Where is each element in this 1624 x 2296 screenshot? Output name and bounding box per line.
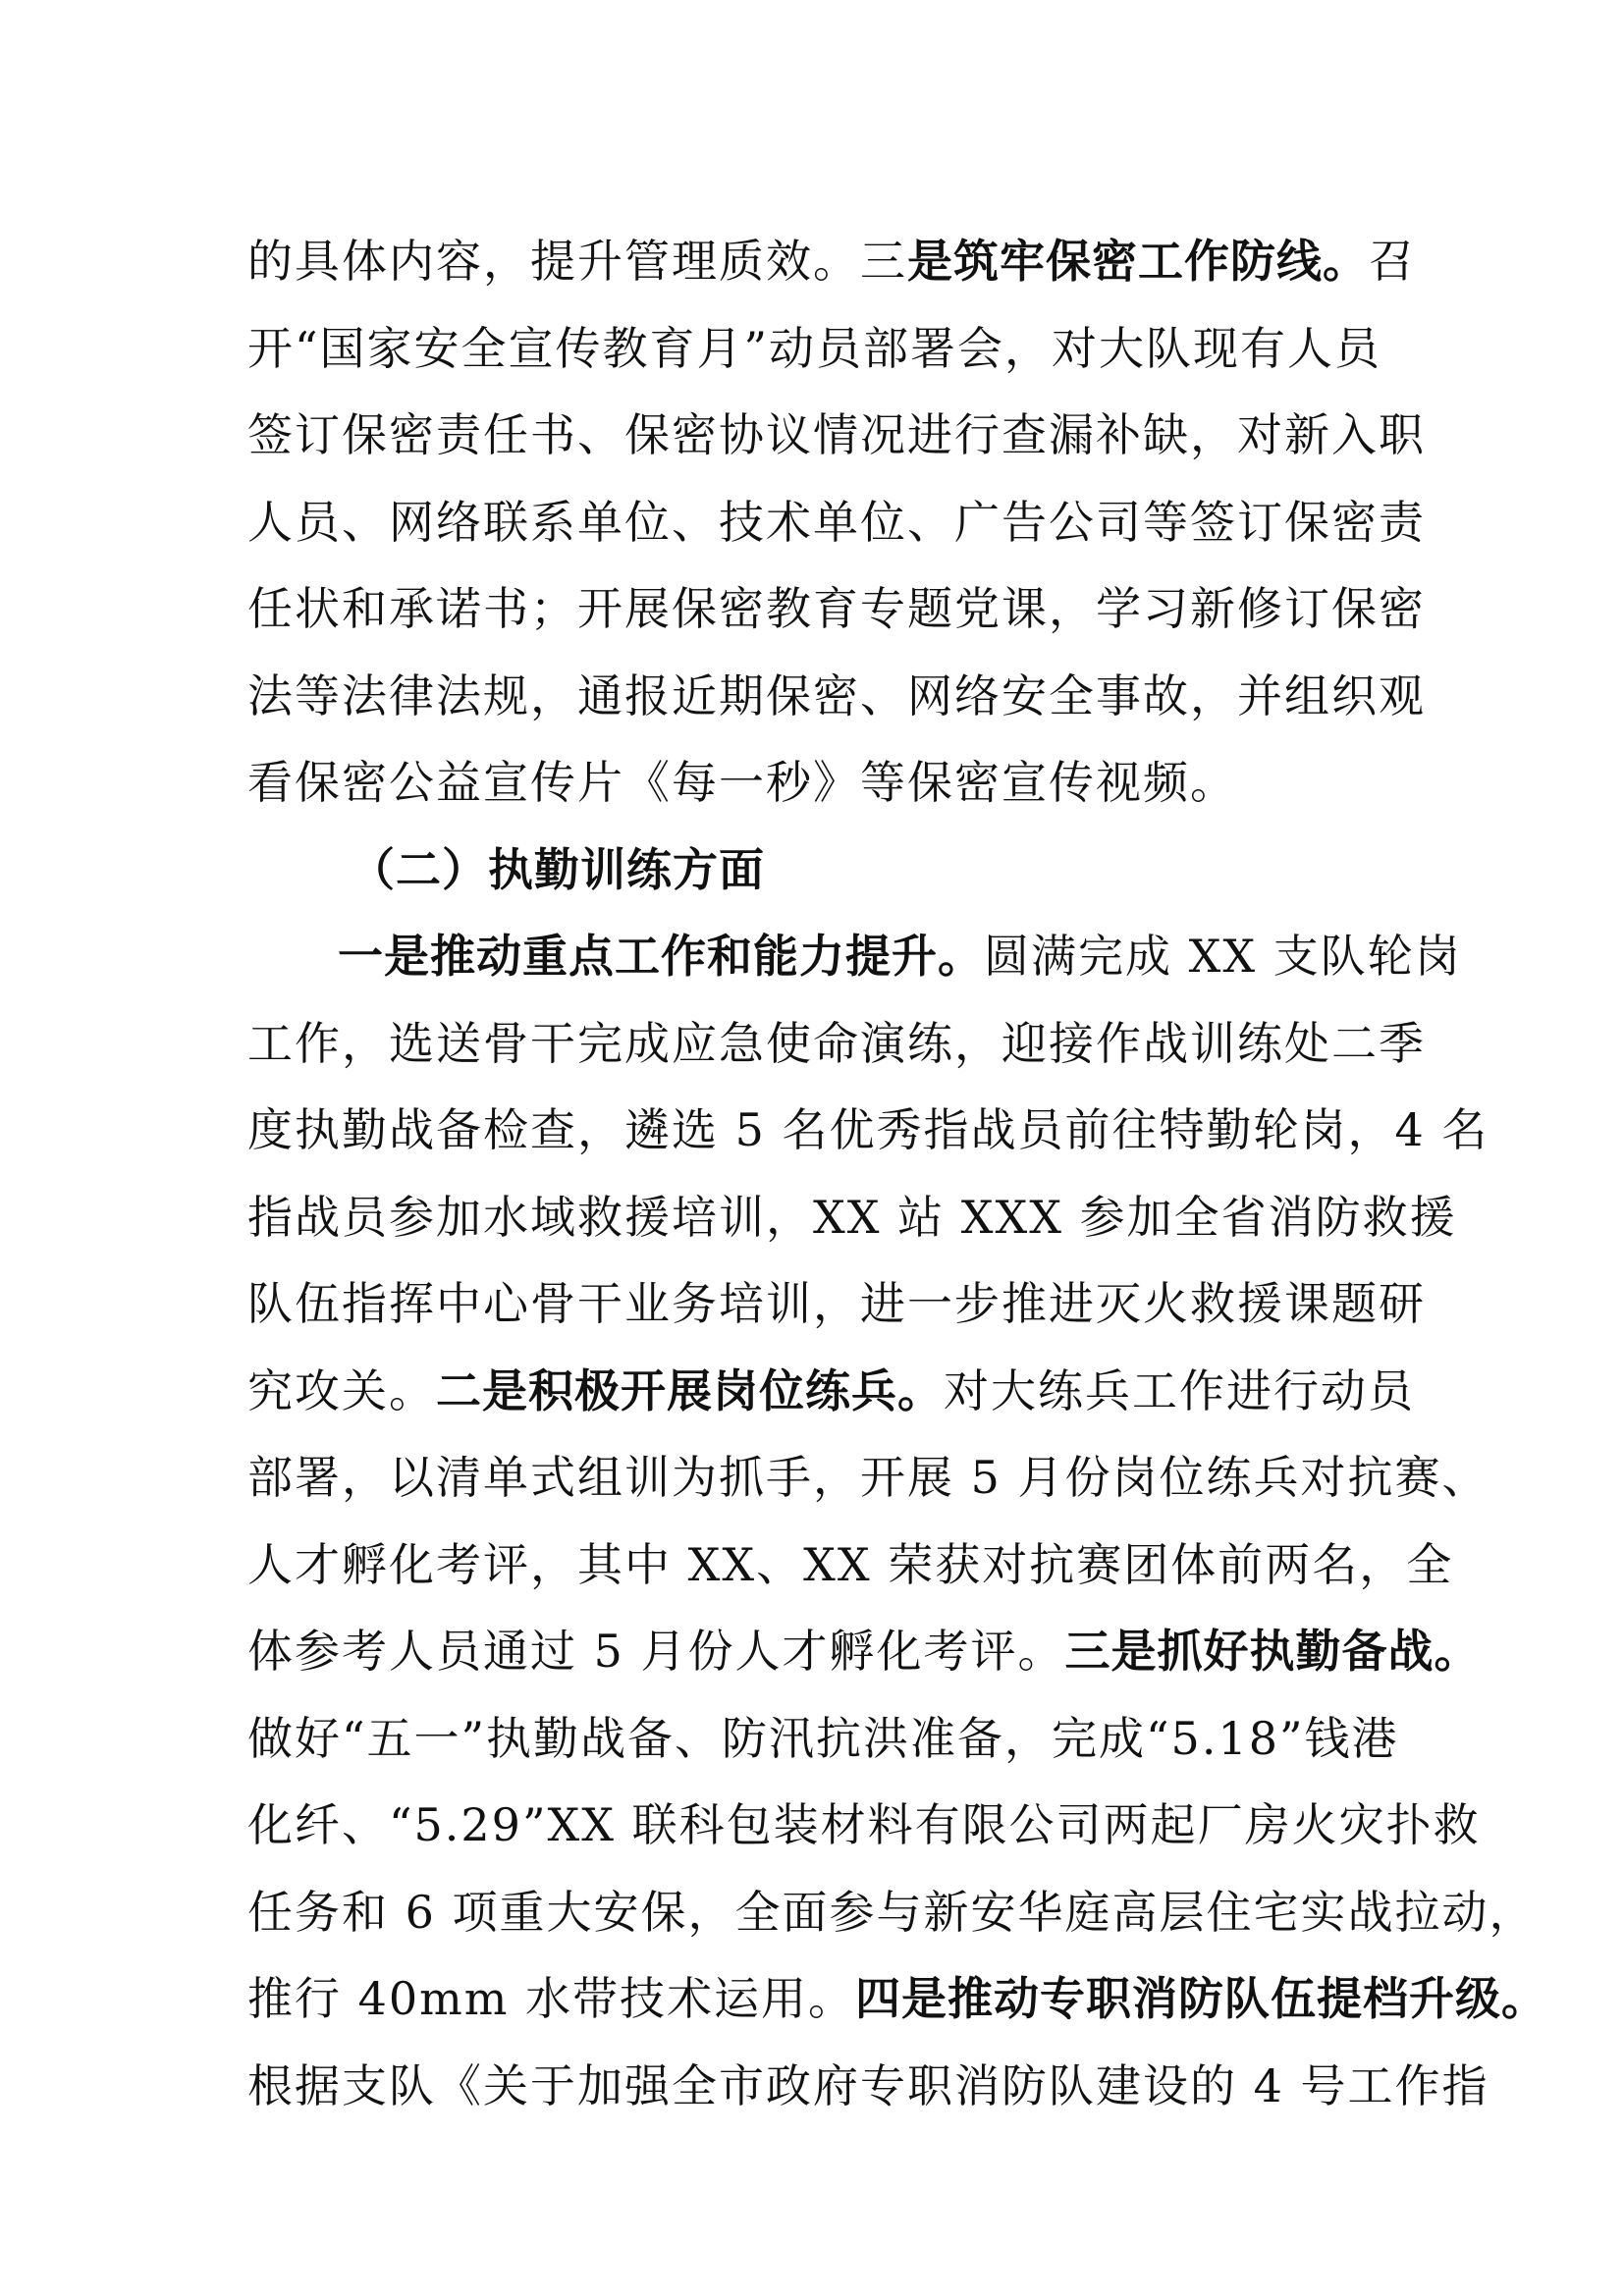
paragraph-line-18 <box>247 1704 1399 1773</box>
bold-run: 三是抓好执勤备战。 <box>1064 1625 1481 1678</box>
paragraph-line-12 <box>247 1183 1457 1252</box>
paragraph-line-3 <box>247 400 1426 469</box>
paragraph-line-20 <box>247 1878 1537 1947</box>
text-run: 人才孵化考评，其中 XX、XX 荣获对抗赛团体前两名，全 <box>247 1538 1454 1591</box>
text-run: 人员、网络联系单位、技术单位、广告公司等签订保密责 <box>247 496 1426 549</box>
text-run: 队伍指挥中心骨干业务培训，进一步推进灭火救援课题研 <box>247 1277 1426 1330</box>
text-run: 开“国家安全宣传教育月”动员部署会，对大队现有人员 <box>247 322 1382 375</box>
text-run: 推行 40mm 水带技术运用。 <box>247 1972 856 2025</box>
text-run: 做好“五一”执勤战备、防汛抗洪准备，完成“5.18”钱港 <box>247 1712 1399 1765</box>
paragraph-line-9 <box>338 922 1477 990</box>
paragraph-line-21 <box>247 1964 1548 2033</box>
paragraph-line-6 <box>247 662 1426 730</box>
section-heading <box>350 835 1489 904</box>
bold-run: 是筑牢保密工作防线。 <box>907 235 1369 288</box>
text-run: 指战员参加水域救援培训，XX 站 XXX 参加全省消防救援 <box>247 1191 1457 1244</box>
paragraph-line-22 <box>247 2052 1489 2120</box>
paragraph-line-4 <box>247 488 1426 557</box>
bold-run: 四是推动专职消防队伍提档升级。 <box>855 1972 1548 2025</box>
text-run: 圆满完成 XX 支队轮岗 <box>984 930 1462 983</box>
text-run: 根据支队《关于加强全市政府专职消防队建设的 4 号工作指 <box>247 2059 1489 2112</box>
paragraph-line-14 <box>247 1357 1415 1425</box>
paragraph-line-19 <box>247 1790 1481 1859</box>
text-run: 法等法律法规，通报近期保密、网络安全事故，并组织观 <box>247 669 1426 722</box>
paragraph-line-17 <box>247 1617 1481 1685</box>
text-run: 看保密公益宣传片《每一秒》等保密宣传视频。 <box>247 756 1237 809</box>
text-run: 究攻关。 <box>247 1364 436 1417</box>
text-run: 体参考人员通过 5 月份人才孵化考评。 <box>247 1625 1065 1678</box>
text-run: 召 <box>1369 235 1416 288</box>
paragraph-line-2 <box>247 314 1386 383</box>
bold-run: 二是积极开展岗位练兵。 <box>436 1364 944 1417</box>
text-run: 度执勤战备检查，遴选 5 名优秀指战员前往特勤轮岗，4 名 <box>247 1103 1489 1156</box>
paragraph-line-11 <box>247 1095 1489 1164</box>
text-run: 签订保密责任书、保密协议情况进行查漏补缺，对新入职 <box>247 408 1426 461</box>
paragraph-line-16 <box>247 1530 1454 1599</box>
paragraph-line-13 <box>247 1269 1426 1338</box>
text-run: 任状和承诺书；开展保密教育专题党课，学习新修订保密 <box>247 582 1426 635</box>
text-run: 部署，以清单式组训为抓手，开展 5 月份岗位练兵对抗赛、 <box>247 1451 1489 1504</box>
text-run: 化纤、“5.29”XX 联科包装材料有限公司两起厂房火灾扑救 <box>247 1798 1481 1851</box>
text-run: 的具体内容，提升管理质效。三 <box>247 235 907 288</box>
paragraph-line-15 <box>247 1443 1489 1512</box>
paragraph-line-10 <box>247 1009 1426 1078</box>
paragraph-line-5 <box>247 574 1426 643</box>
paragraph-line-7 <box>247 748 1386 817</box>
text-run: 任务和 6 项重大安保，全面参与新安华庭高层住宅实战拉动， <box>247 1886 1537 1939</box>
heading-text: （二）执勤训练方面 <box>350 843 765 896</box>
text-run: 工作，选送骨干完成应急使命演练，迎接作战训练处二季 <box>247 1017 1426 1070</box>
text-run: 对大练兵工作进行动员 <box>944 1364 1415 1417</box>
bold-run: 一是推动重点工作和能力提升。 <box>338 930 984 983</box>
paragraph-line-1 <box>247 227 1416 295</box>
